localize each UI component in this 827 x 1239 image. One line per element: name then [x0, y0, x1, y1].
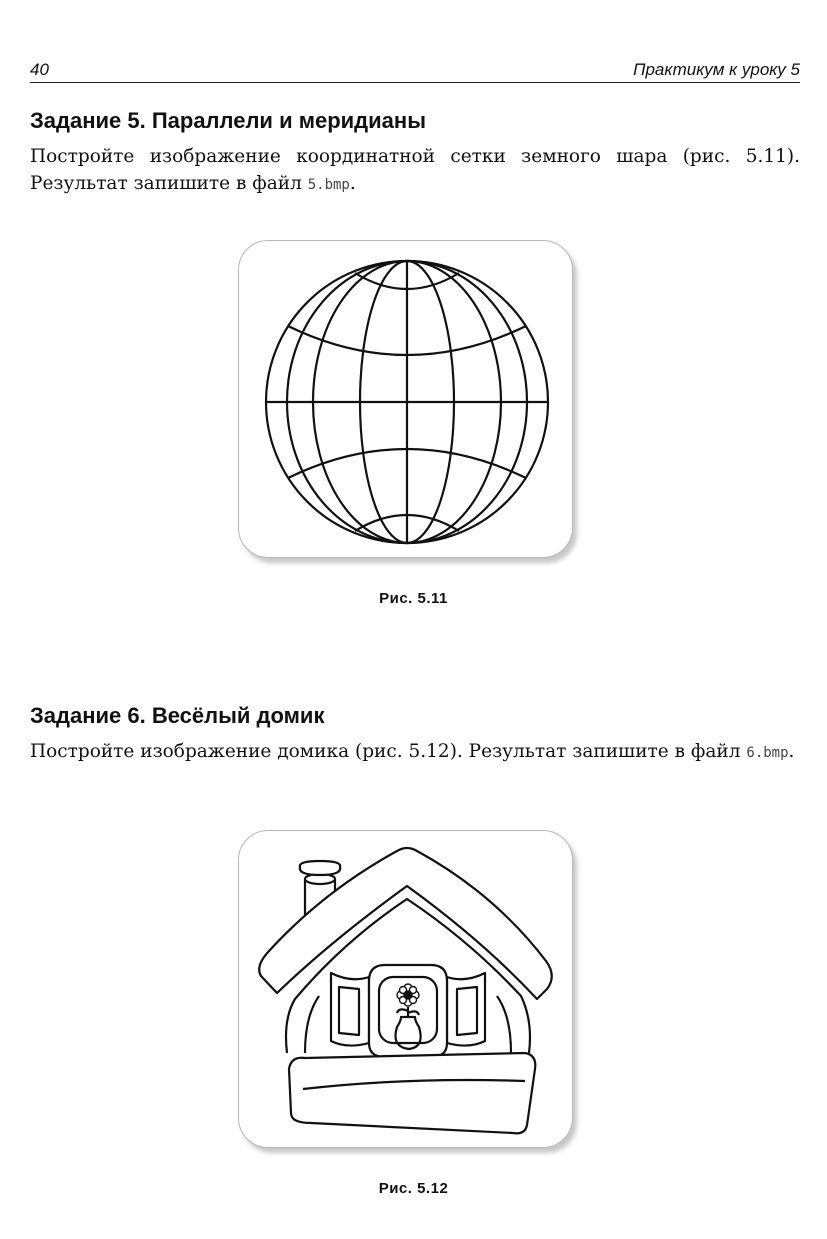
task-5-text-after: . — [349, 173, 356, 194]
task-6-filename: 6.bmp — [746, 745, 789, 761]
task-5-text — [30, 143, 800, 199]
flower-icon — [397, 984, 419, 1006]
figure-5-12-frame — [238, 830, 573, 1148]
task-5-title: Задание 5. Параллели и меридианы — [30, 108, 426, 133]
figure-5-11-frame — [238, 240, 573, 558]
task-6-text-before: Постройте изображение домика (рис. 5.12). Результат запишите в файл — [30, 741, 747, 762]
porch-icon — [289, 1053, 535, 1133]
figure-5-12-caption: Рис. 5.12 — [378, 1180, 449, 1197]
running-title: Практикум к уроку 5 — [633, 60, 800, 79]
task-6-text — [30, 738, 800, 767]
running-header — [30, 56, 800, 83]
task-5-text-before: Постройте изображение координатной сетки земного шара (рис. 5.11). Результат запишите в файл — [30, 146, 800, 194]
house-figure — [239, 831, 572, 1147]
task-6-text-after: . — [788, 741, 795, 762]
task-6-title: Задание 6. Весёлый домик — [30, 703, 325, 728]
figure-5-11-caption: Рис. 5.11 — [379, 590, 448, 607]
task-5-filename: 5.bmp — [307, 177, 350, 193]
globe-grid-figure — [239, 241, 572, 557]
page-number: 40 — [30, 60, 49, 79]
